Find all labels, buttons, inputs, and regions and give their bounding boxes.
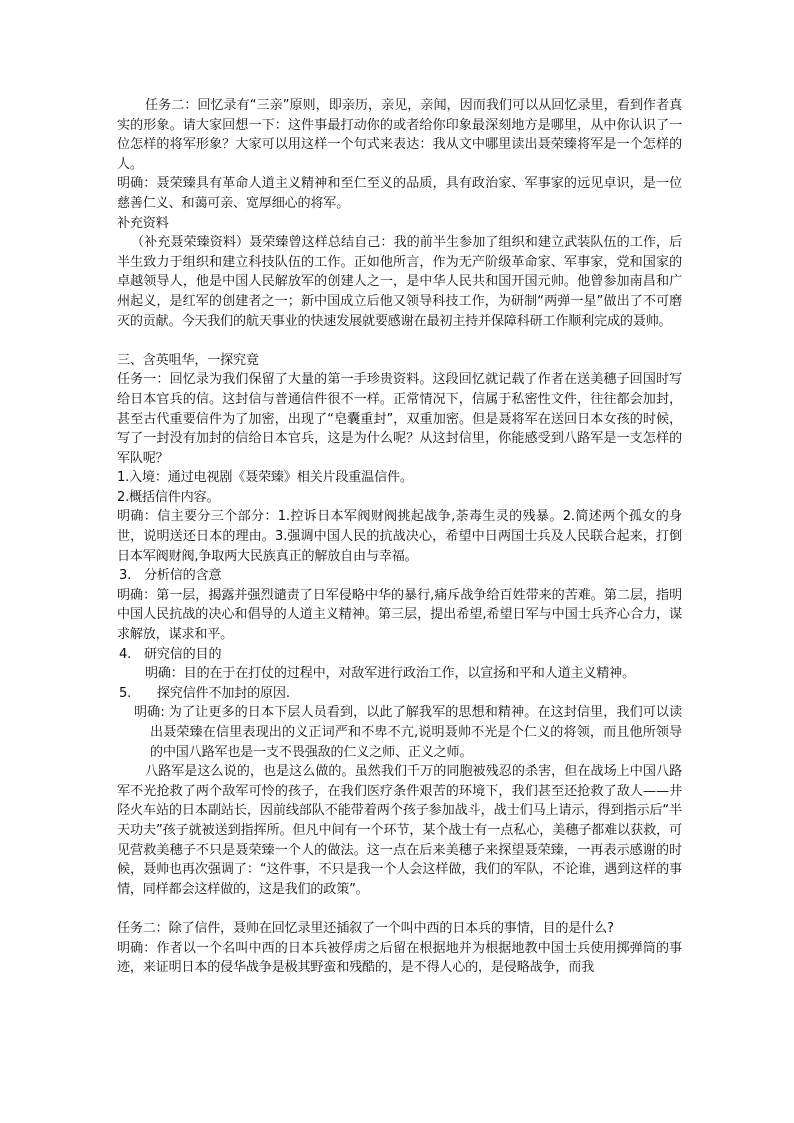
list-item-2: 2.概括信件内容。 [117, 489, 220, 505]
body-paragraph: 八路军是这么说的，也是这么做的。虽然我们千万的同胞被残忍的杀害，但在战场上中国八路军不光抢救了两个敌军可怜的孩子，在我们医疗条件艰苦的环境下，我们甚至还抢救了敌人——井陉火车站的日本副站长，因前线部队不能带着两个孩子参加战斗，战士们马上请示，得到指示后“半天功夫”孩子就被送到指挥所。但凡中间有一个环节，某个战士有一点私心，美穗子都难以获救，可见营救美穗子不只是聂荣臻一个人的做法。这一点在后来美穗子来探望聂荣臻，一再表示感谢的时候，聂帅也再次强调了：“这件事，不只是我一个人会这样做，我们的军队，不论谁，遇到这样的事情，同样都会这样做的，这是我们的政策”。 [117, 764, 682, 897]
spacer [117, 899, 682, 919]
answer-paragraph: 明确：第一层，揭露并强烈谴责了日军侵略中华的暴行,痛斥战争给百姓带来的苦难。第二层，指明中国人民抗战的决心和倡导的人道主义精神。第三层，提出希望,希望日军与中国士兵齐心合力，谋求解放，谋求和平。 [117, 587, 682, 643]
supplement-heading: 补充资料 [117, 215, 169, 231]
answer-paragraph: 明确：目的在于在打仗的过程中，对敌军进行政治工作，以宣扬和平和人道主义精神。 [145, 666, 635, 682]
answer-paragraph: 明确：作者以一个名叫中西的日本兵被俘虏之后留在根据地并为根据地教中国士兵使用掷弹筒的事迹，来证明日本的侵华战争是极其野蛮和残酷的，是不得人心的，是侵略战争，而我 [117, 940, 682, 976]
list-item-5: 5. 探究信件不加封的原因. [119, 685, 290, 701]
document-page [117, 96, 682, 978]
supplement-paragraph: （补充聂荣臻资料）聂荣臻曾这样总结自己：我的前半生参加了组织和建立武装队伍的工作，后半生致力于组织和建立科技队伍的工作。正如他所言，作为无产阶级革命家、军事家，党和国家的卓越领导人，他是中国人民解放军的创建人之一，是中华人民共和国开国元帅。他曾参加南昌和广州起义，是红军的创建者之一；新中国成立后他又领导科技工作，为研制“两弹一星”做出了不可磨灭的贡献。今天我们的航天事业的快速发展就要感谢在最初主持并保障科研工作顺利完成的聂帅。 [117, 235, 682, 329]
list-item-4: 4. 研究信的目的 [119, 646, 222, 662]
task-one-paragraph: 任务一：回忆录为我们保留了大量的第一手珍贵资料。这段回忆就记载了作者在送美穗子回国时写给日本官兵的信。这封信与普通信件很不一样。正常情况下，信属于私密性文件，往往都会加封，甚至古代重要信件为了加密，出现了“皂囊重封”，双重加密。但是聂将军在送回日本女孩的时候，写了一封没有加封的信给日本官兵，这是为什么呢？从这封信里，你能感受到八路军是一支怎样的军队呢？ [117, 372, 682, 466]
answer-paragraph: 明确：信主要分三个部分：1.控诉日本军阀财阀挑起战争,荼毒生灵的残暴。2.简述两个孤女的身世，说明送还日本的理由。3.强调中国人民的抗战决心，希望中日两国士兵及人民联合起来，打倒日本军阀财阀,争取两大民族真正的解放自由与幸福。 [117, 509, 682, 564]
list-item-1: 1.入境：通过电视剧《聂荣臻》相关片段重温信件。 [117, 470, 413, 486]
task-two-paragraph: 任务二：回忆录有“三亲”原则，即亲历，亲见，亲闻，因而我们可以从回忆录里，看到作者真实的形象。请大家回想一下：这件事最打动你的或者给你印象最深刻地方是哪里，从中你认识了一位怎样的将军形象？大家可以用这样一个句式来表达：我从文中哪里读出聂荣臻将军是一个怎样的人。 [117, 98, 682, 172]
spacer [117, 331, 682, 351]
task-two-question: 任务二：除了信件，聂帅在回忆录里还插叙了一个叫中西的日本兵的事情，目的是什么? [117, 920, 614, 936]
section-three-heading: 三、含英咀华，一探究竟 [117, 352, 259, 368]
answer-paragraph: 明确：聂荣臻具有革命人道主义精神和至仁至义的品质，具有政治家、军事家的远见卓识，是一位慈善仁义、和蔼可亲、宽厚细心的将军。 [117, 176, 682, 211]
answer-paragraph: 明确: 为了让更多的日本下层人员看到，以此了解我军的思想和精神。在这封信里，我们可以读出聂荣臻在信里表现出的义正词严和不卑不亢,说明聂帅不光是个仁义的将领，而且他所领导的中国八路军也是一支不畏强敌的仁义之师、正义之师。 [134, 705, 682, 760]
list-item-3: 3. 分析信的含意 [119, 568, 222, 584]
